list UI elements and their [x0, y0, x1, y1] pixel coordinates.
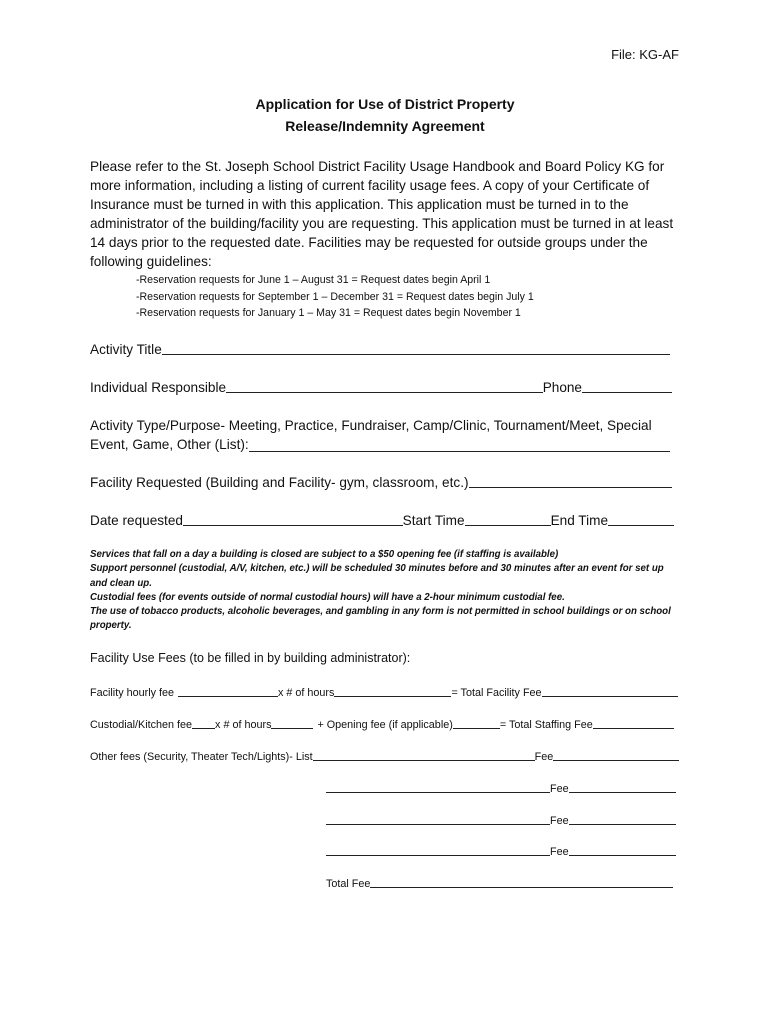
other-fee-list-field[interactable]	[326, 813, 550, 825]
facility-hourly-fee-field[interactable]	[178, 685, 278, 697]
individual-responsible-label: Individual Responsible	[90, 380, 227, 395]
activity-title-label: Activity Title	[90, 342, 162, 357]
start-time-label: Start Time	[402, 513, 465, 528]
facility-requested-row	[90, 473, 672, 490]
reservation-guidelines	[136, 272, 534, 322]
custodial-kitchen-fee-field[interactable]	[192, 717, 215, 729]
activity-type-row	[90, 435, 670, 454]
document-title: Application for Use of District Property	[255, 96, 515, 112]
end-time-label: End Time	[550, 513, 608, 528]
total-fee-label: Total Fee	[326, 878, 371, 890]
total-facility-fee-field[interactable]	[542, 685, 678, 697]
other-fees-row	[90, 749, 679, 763]
start-time-field[interactable]	[465, 511, 551, 526]
other-fees-label: Other fees (Security, Theater Tech/Lights)- List	[90, 751, 313, 763]
individual-responsible-row	[90, 378, 672, 395]
policy-notes	[90, 548, 682, 634]
other-fee-row	[326, 813, 676, 827]
policy-note: Services that fall on a day a building is closed are subject to a $50 opening fee (if staffing is available)	[90, 549, 559, 560]
policy-note: Custodial fees (for events outside of normal custodial hours) will have a 2-hour minimum custodial fee.	[90, 591, 565, 603]
activity-type-label: Activity Type/Purpose- Meeting, Practice, Fundraiser, Camp/Clinic, Tournament/Meet, Special	[90, 418, 652, 433]
facility-requested-label: Facility Requested (Building and Facility- gym, classroom, etc.)	[90, 475, 469, 490]
total-staffing-fee-label: = Total Staffing Fee	[499, 719, 593, 731]
facility-requested-field[interactable]	[469, 473, 673, 488]
total-staffing-fee-field[interactable]	[593, 717, 674, 729]
total-facility-fee-label: = Total Facility Fee	[451, 687, 542, 699]
other-fee-list-field[interactable]	[326, 781, 550, 793]
fee-field[interactable]	[569, 781, 676, 793]
facility-hours-field[interactable]	[334, 685, 451, 697]
total-fee-field[interactable]	[370, 876, 673, 888]
facility-fee-row	[90, 685, 678, 699]
activity-type-label-line2: Event, Game, Other (List):	[90, 437, 249, 452]
staffing-fee-row	[90, 717, 674, 731]
date-time-row	[90, 511, 674, 528]
facility-hourly-fee-label: Facility hourly fee	[90, 687, 175, 699]
staffing-hours-field[interactable]	[271, 717, 313, 729]
fee-field[interactable]	[553, 749, 679, 761]
file-label: File: KG-AF	[611, 47, 679, 62]
fee-label: Fee	[534, 751, 554, 763]
custodial-kitchen-fee-label: Custodial/Kitchen fee	[90, 719, 193, 731]
activity-title-row	[90, 340, 670, 357]
date-requested-field[interactable]	[183, 511, 403, 526]
end-time-field[interactable]	[608, 511, 674, 526]
other-fee-row	[326, 844, 676, 858]
guideline-item: -Reservation requests for January 1 – May 31 = Request dates begin November 1	[136, 307, 521, 319]
guideline-item: -Reservation requests for June 1 – August 31 = Request dates begin April 1	[136, 274, 491, 286]
individual-responsible-field[interactable]	[226, 378, 543, 393]
activity-type-field[interactable]	[249, 437, 670, 452]
activity-title-field[interactable]	[162, 340, 670, 355]
date-requested-label: Date requested	[90, 513, 183, 528]
other-fee-row	[326, 781, 676, 795]
fees-section-title: Facility Use Fees (to be filled in by building administrator):	[90, 651, 411, 665]
fee-label: Fee	[550, 815, 569, 827]
total-fee-row	[326, 876, 673, 890]
staffing-hours-label: x # of hours	[215, 719, 272, 731]
fee-field[interactable]	[569, 844, 676, 856]
policy-note: Support personnel (custodial, A/V, kitchen, etc.) will be scheduled 30 minutes before and 30 minutes after an event for set up and clean up.	[90, 563, 664, 589]
fee-label: Fee	[550, 783, 569, 795]
policy-note: The use of tobacco products, alcoholic beverages, and gambling in any form is not permitted in school buildings or on school property.	[90, 606, 671, 632]
other-fee-list-field[interactable]	[326, 844, 550, 856]
opening-fee-field[interactable]	[453, 717, 500, 729]
phone-field[interactable]	[582, 378, 672, 393]
fee-label: Fee	[550, 846, 569, 858]
other-fees-list-field[interactable]	[313, 749, 535, 761]
document-subtitle: Release/Indemnity Agreement	[285, 118, 485, 134]
guideline-item: -Reservation requests for September 1 – December 31 = Request dates begin July 1	[136, 290, 534, 303]
intro-paragraph: Please refer to the St. Joseph School District Facility Usage Handbook and Board Policy KG for more information, including a listing of current facility usage fees. A copy of your Certificate of Insurance must be turned in with this application. This application must be turned in to the administrator of the building/facility you are requesting. This application must be turned in at least 14 days prior to the requested date. Facilities may be requested for outside groups under the following guidelines:	[90, 159, 674, 269]
phone-label: Phone	[542, 380, 582, 395]
activity-type-block	[90, 416, 680, 454]
opening-fee-label: + Opening fee (if applicable)	[317, 719, 453, 731]
facility-hours-label: x # of hours	[278, 687, 335, 699]
fee-field[interactable]	[569, 813, 676, 825]
